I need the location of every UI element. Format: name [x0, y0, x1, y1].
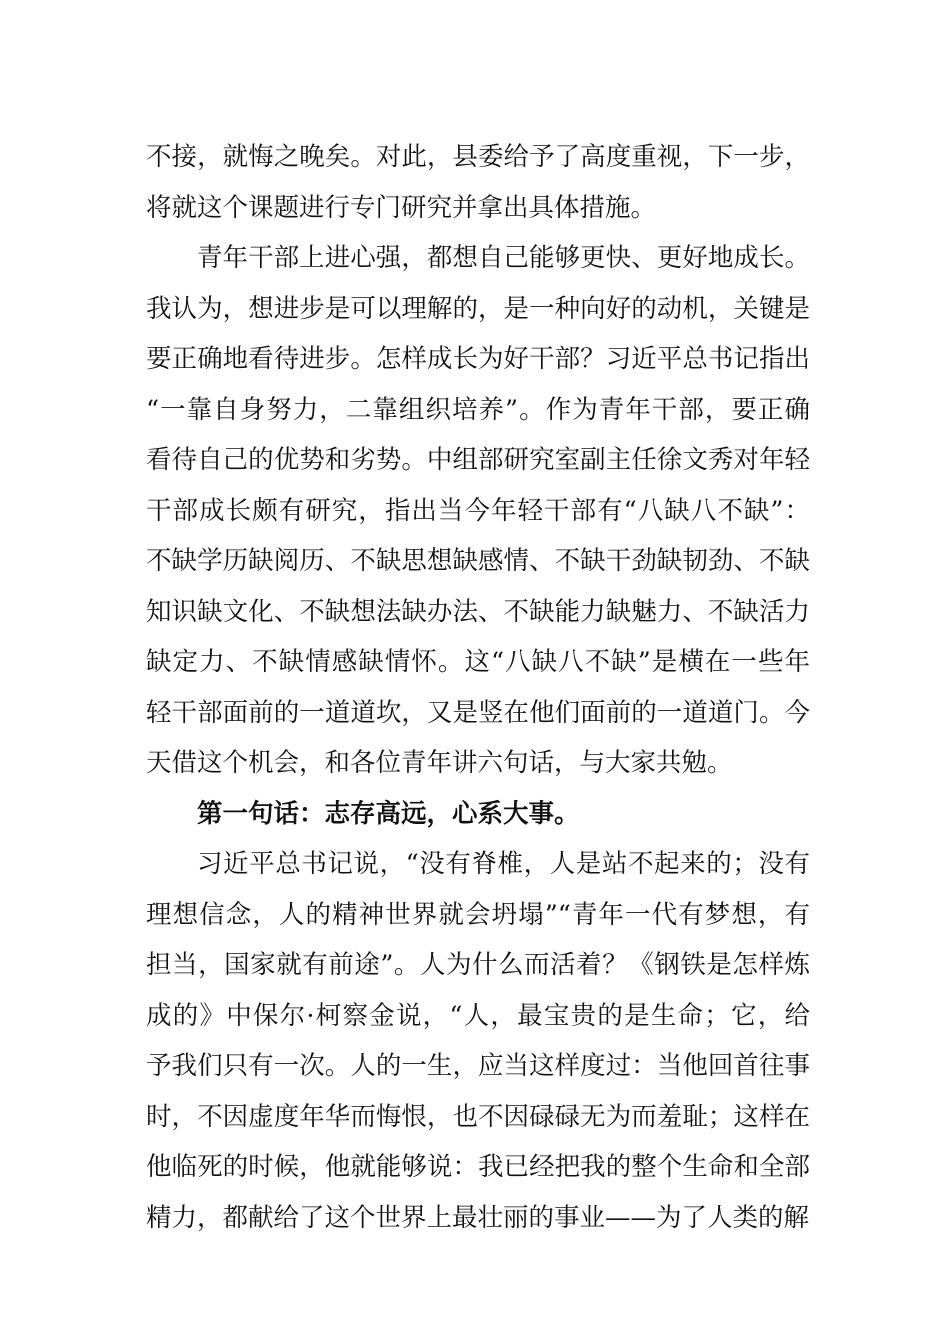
text-line: 不接，就悔之晚矣。对此，县委给予了高度重视，下一步，: [146, 142, 810, 172]
text-line: 要正确地看待进步。怎样成长为好干部？习近平总书记指出: [146, 344, 810, 374]
text-line: 知识缺文化、不缺想法缺办法、不缺能力缺魅力、不缺活力: [146, 596, 810, 627]
text-line: 天借这个机会，和各位青年讲六句话，与大家共勉。: [146, 748, 733, 778]
text-line: 习近平总书记说，“没有脊椎，人是站不起来的；没有: [197, 849, 810, 879]
text-line: 将就这个课题进行专门研究并拿出具体措施。: [146, 192, 657, 223]
text-line: “一靠自身努力，二靠组织培养”。作为青年干部，要正确: [146, 394, 810, 425]
document-body: [146, 132, 810, 1243]
text-line: 成的》中保尔·柯察金说，“人，最宝贵的是生命；它，给: [146, 1000, 810, 1031]
text-line: 理想信念，人的精神世界就会坍塌”“青年一代有梦想，有: [146, 899, 810, 930]
text-line: 精力，都献给了这个世界上最壮丽的事业——为了人类的解: [146, 1202, 810, 1233]
text-line: 予我们只有一次。人的一生，应当这样度过：当他回首往事: [146, 1051, 810, 1081]
heading-line: 第一句话：志存高远，心系大事。: [197, 798, 580, 829]
text-line: 缺定力、不缺情感缺情怀。这“八缺八不缺”是横在一些年: [146, 647, 810, 677]
text-line: 干部成长颇有研究，指出当今年轻干部有“八缺八不缺”：: [146, 495, 810, 526]
section-heading: [146, 789, 810, 840]
paragraph: [146, 839, 810, 1243]
paragraph: [146, 132, 810, 233]
text-line: 我认为，想进步是可以理解的，是一种向好的动机，关键是: [146, 293, 810, 324]
text-line: 看待自己的优势和劣势。中组部研究室副主任徐文秀对年轻: [146, 445, 810, 475]
text-line: 青年干部上进心强，都想自己能够更快、更好地成长。: [197, 243, 810, 273]
text-line: 轻干部面前的一道道坎，又是竖在他们面前的一道道门。今: [146, 697, 810, 728]
text-line: 担当，国家就有前途”。人为什么而活着？《钢铁是怎样炼: [146, 950, 810, 980]
paragraph: [146, 233, 810, 789]
text-line: 时，不因虚度年华而悔恨，也不因碌碌无为而羞耻；这样在: [146, 1101, 810, 1132]
text-line: 他临死的时候，他就能够说：我已经把我的整个生命和全部: [146, 1152, 810, 1182]
text-line: 不缺学历缺阅历、不缺思想缺感情、不缺干劲缺韧劲、不缺: [146, 546, 810, 576]
